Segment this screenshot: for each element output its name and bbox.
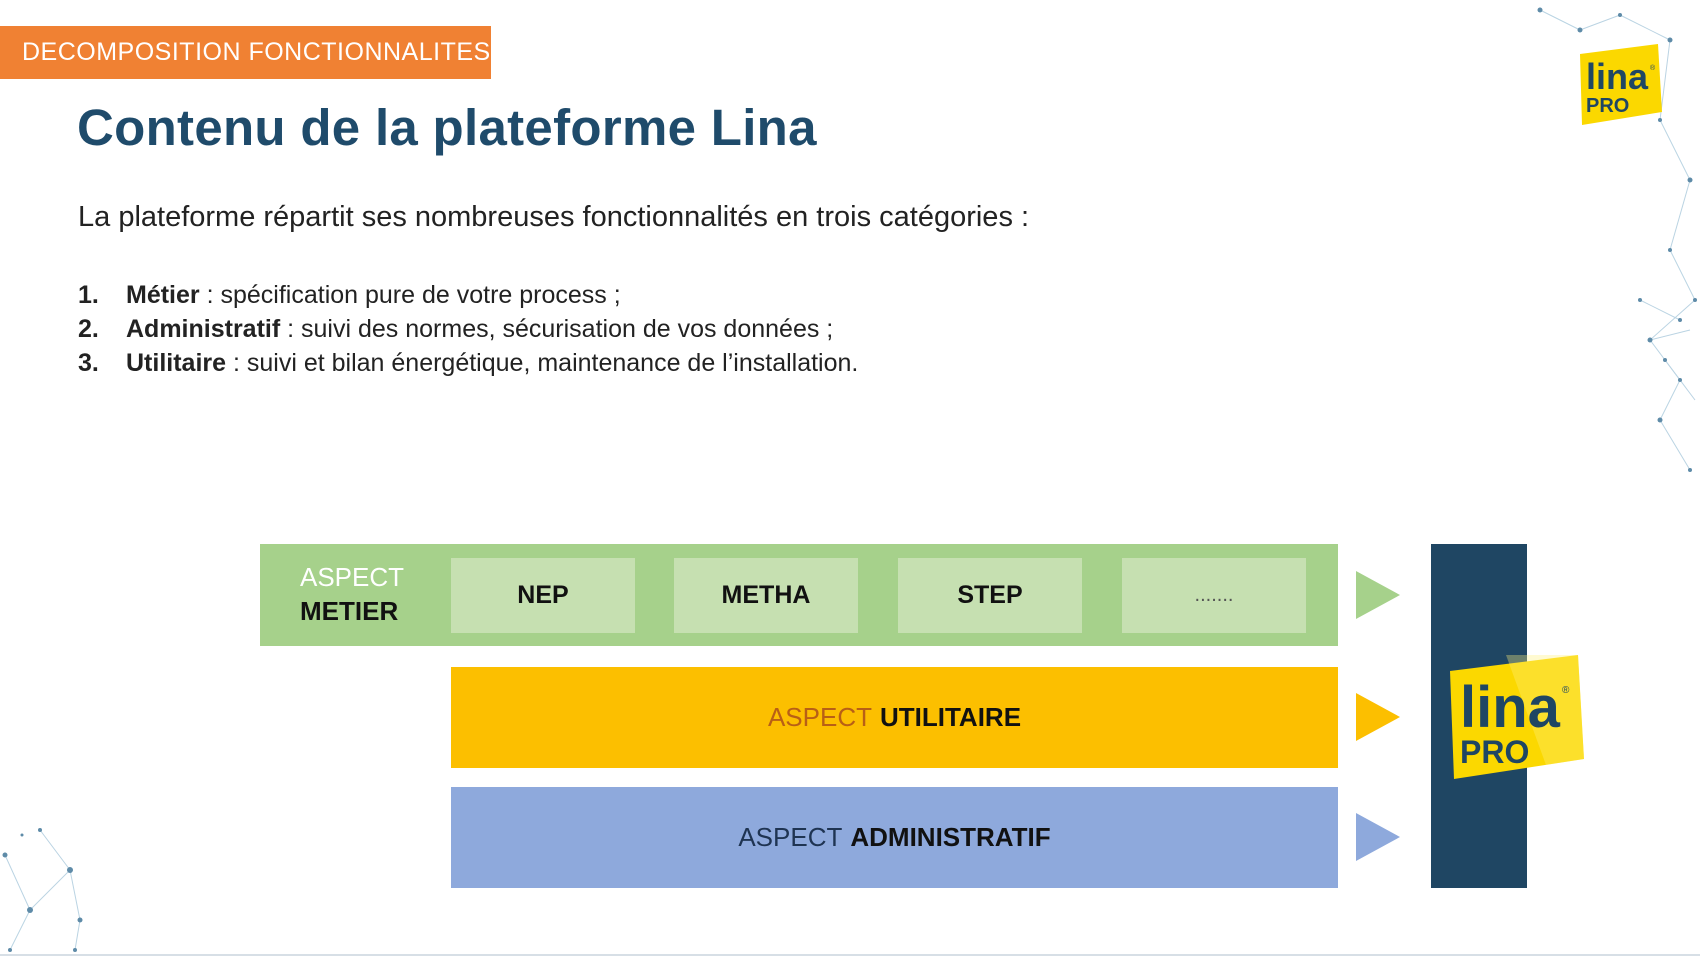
aspect-prefix: ASPECT xyxy=(767,702,872,732)
aspect-name: ADMINISTRATIF xyxy=(850,822,1051,852)
section-tag-label: DECOMPOSITION FONCTIONNALITES xyxy=(22,38,491,66)
aspect-metier-label xyxy=(300,560,404,628)
logo-word: lina xyxy=(1460,675,1560,740)
category-description: : spécification pure de votre process ; xyxy=(199,281,621,309)
logo-sub: PRO xyxy=(1460,734,1530,770)
aspect-name: METIER xyxy=(300,596,399,626)
logo-small-word: lina xyxy=(1586,56,1649,97)
category-list xyxy=(78,278,858,380)
list-item xyxy=(78,312,858,346)
aspect-prefix: ASPECT xyxy=(738,822,843,852)
metier-box-step: STEP xyxy=(898,558,1082,633)
page-title: Contenu de la plateforme Lina xyxy=(77,99,817,156)
aspect-utilitaire-row xyxy=(451,667,1338,768)
arrow-utilitaire-icon xyxy=(1356,693,1400,741)
metier-box-metha: METHA xyxy=(674,558,858,633)
logo-small-sub: PRO xyxy=(1586,95,1630,117)
network-decoration-bottom-icon xyxy=(0,800,110,956)
category-name: Utilitaire xyxy=(126,349,227,377)
list-number: 2. xyxy=(78,315,99,343)
category-description: : suivi et bilan énergétique, maintenance de l’installation. xyxy=(226,349,859,377)
aspect-metier-row xyxy=(260,544,1338,646)
list-number: 3. xyxy=(78,349,99,377)
list-number: 1. xyxy=(78,281,99,309)
logo-small-registered: ® xyxy=(1650,65,1656,72)
lina-pro-logo xyxy=(1446,655,1584,779)
aspect-administratif-row xyxy=(451,787,1338,888)
metier-box-nep: NEP xyxy=(451,558,635,633)
category-description: : suivi des normes, sécurisation de vos données ; xyxy=(280,315,834,343)
metier-box-more: ....... xyxy=(1122,558,1306,633)
section-tag xyxy=(0,26,491,79)
aspect-prefix: ASPECT xyxy=(300,562,405,592)
aspect-name: UTILITAIRE xyxy=(879,702,1022,732)
list-item xyxy=(78,346,858,380)
arrow-administratif-icon xyxy=(1356,813,1400,861)
lina-pro-logo-small xyxy=(1578,44,1662,125)
logo-registered: ® xyxy=(1562,685,1570,696)
category-name: Métier xyxy=(126,281,200,309)
intro-text: La plateforme répartit ses nombreuses fonctionnalités en trois catégories : xyxy=(78,201,1030,233)
list-item xyxy=(78,278,858,312)
category-name: Administratif xyxy=(126,315,281,343)
arrow-metier-icon xyxy=(1356,571,1400,619)
